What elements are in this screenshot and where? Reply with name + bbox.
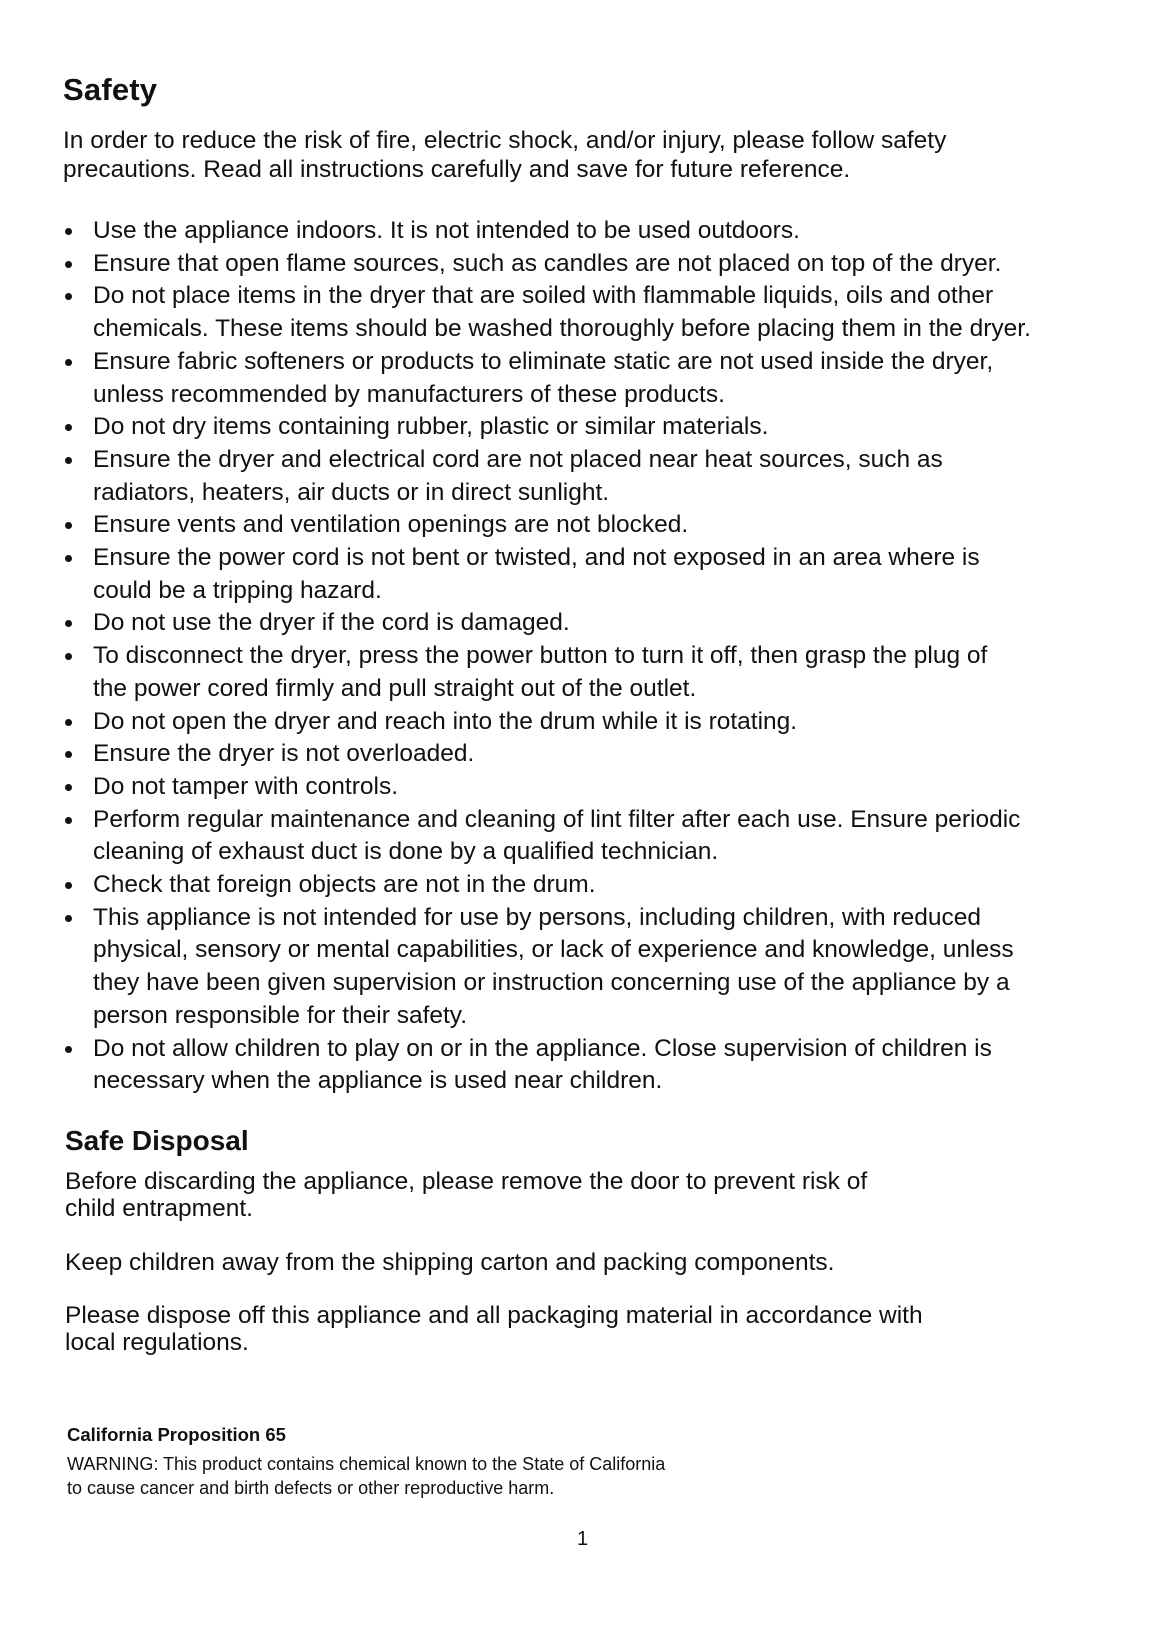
safety-bullet-item [63, 902, 1163, 1033]
safety-heading: Safety [63, 72, 158, 107]
bullet-dot-icon [65, 882, 72, 889]
safety-bullet-line: Ensure fabric softeners or products to eliminate static are not used inside the dryer, [93, 347, 994, 375]
safety-bullet-item [63, 248, 1163, 281]
safety-bullet-item [63, 346, 1163, 411]
disposal-paragraph-carton [65, 1249, 1025, 1276]
safety-bullet-line: chemicals. These items should be washed thoroughly before placing them in the dryer. [93, 315, 1031, 343]
safety-bullet-line: they have been given supervision or instruction concerning use of the appliance by a [93, 969, 1010, 997]
safety-bullet-line: necessary when the appliance is used near children. [93, 1067, 663, 1095]
safety-bullet-line: Ensure that open flame sources, such as candles are not placed on top of the dryer. [93, 249, 1002, 277]
safety-bullet-item [63, 804, 1163, 869]
safety-bullet-list [63, 215, 1163, 1098]
bullet-dot-icon [65, 915, 72, 922]
safety-bullet-line: Ensure the power cord is not bent or twisted, and not exposed in an area where is [93, 544, 980, 572]
disposal-line: Before discarding the appliance, please remove the door to prevent risk of [65, 1168, 868, 1195]
bullet-dot-icon [65, 1046, 72, 1053]
safety-bullet-item [63, 280, 1163, 345]
safety-bullet-line: cleaning of exhaust duct is done by a qualified technician. [93, 838, 719, 866]
bullet-dot-icon [65, 228, 72, 235]
safety-bullet-line: the power cored firmly and pull straight out of the outlet. [93, 674, 697, 702]
bullet-dot-icon [65, 784, 72, 791]
safety-bullet-line: Ensure the dryer is not overloaded. [93, 740, 475, 768]
safety-bullet-item [63, 706, 1163, 739]
bullet-dot-icon [65, 522, 72, 529]
disposal-line: child entrapment. [65, 1195, 253, 1222]
safety-bullet-line: radiators, heaters, air ducts or in direct sunlight. [93, 478, 610, 506]
safety-bullet-item [63, 738, 1163, 771]
safety-bullet-item [63, 411, 1163, 444]
bullet-dot-icon [65, 424, 72, 431]
safety-intro-line: In order to reduce the risk of fire, electric shock, and/or injury, please follow safety [63, 127, 947, 154]
prop65-line: to cause cancer and birth defects or other reproductive harm. [67, 1478, 555, 1498]
safety-bullet-line: Do not use the dryer if the cord is damaged. [93, 609, 570, 637]
safety-bullet-line: could be a tripping hazard. [93, 576, 382, 604]
safety-bullet-line: Do not place items in the dryer that are soiled with flammable liquids, oils and other [93, 282, 994, 310]
safety-bullet-line: Do not open the dryer and reach into the drum while it is rotating. [93, 707, 798, 735]
safety-bullet-line: To disconnect the dryer, press the power button to turn it off, then grasp the plug of [93, 642, 988, 670]
bullet-dot-icon [65, 359, 72, 366]
disposal-line: Keep children away from the shipping carton and packing components. [65, 1249, 835, 1276]
safety-bullet-item [63, 771, 1163, 804]
safety-bullet-line: Ensure the dryer and electrical cord are not placed near heat sources, such as [93, 445, 943, 473]
safety-intro-line: precautions. Read all instructions carefully and save for future reference. [63, 156, 851, 183]
safety-bullet-line: unless recommended by manufacturers of these products. [93, 380, 725, 408]
bullet-dot-icon [65, 261, 72, 268]
safe-disposal-heading: Safe Disposal [65, 1125, 249, 1156]
bullet-dot-icon [65, 653, 72, 660]
safety-bullet-item [63, 640, 1163, 705]
disposal-paragraph-door [65, 1168, 1025, 1222]
safety-bullet-line: Do not tamper with controls. [93, 772, 399, 800]
safety-intro [63, 126, 1103, 184]
bullet-dot-icon [65, 751, 72, 758]
prop65-line: WARNING: This product contains chemical known to the State of California [67, 1454, 666, 1474]
safety-bullet-line: person responsible for their safety. [93, 1001, 468, 1029]
bullet-dot-icon [65, 620, 72, 627]
safety-bullet-line: Ensure vents and ventilation openings are not blocked. [93, 511, 689, 539]
bullet-dot-icon [65, 293, 72, 300]
safety-bullet-line: Use the appliance indoors. It is not intended to be used outdoors. [93, 217, 800, 244]
safety-bullet-item [63, 607, 1163, 640]
bullet-dot-icon [65, 719, 72, 726]
safety-bullet-item [63, 542, 1163, 607]
bullet-dot-icon [65, 555, 72, 562]
disposal-line: Please dispose off this appliance and all packaging material in accordance with [65, 1302, 923, 1329]
disposal-paragraph-regulations [65, 1302, 1025, 1356]
safety-bullet-item [63, 444, 1163, 509]
disposal-line: local regulations. [65, 1329, 249, 1356]
bullet-dot-icon [65, 817, 72, 824]
safety-bullet-item [63, 869, 1163, 902]
safety-bullet-item [63, 509, 1163, 542]
prop65-heading: California Proposition 65 [67, 1424, 286, 1445]
bullet-dot-icon [65, 457, 72, 464]
safety-bullet-line: Check that foreign objects are not in the drum. [93, 871, 596, 899]
safety-bullet-item [63, 1033, 1163, 1098]
safety-bullet-line: Perform regular maintenance and cleaning of lint filter after each use. Ensure periodic [93, 805, 1021, 833]
safety-bullet-line: This appliance is not intended for use by persons, including children, with reduced [93, 903, 981, 931]
safety-bullet-item [63, 215, 1163, 248]
safety-bullet-line: Do not allow children to play on or in the appliance. Close supervision of children is [93, 1034, 992, 1062]
safety-bullet-line: Do not dry items containing rubber, plastic or similar materials. [93, 413, 769, 441]
prop65-warning [67, 1452, 827, 1500]
safety-bullet-line: physical, sensory or mental capabilities, or lack of experience and knowledge, unless [93, 936, 1014, 964]
page-number: 1 [576, 1528, 589, 1550]
